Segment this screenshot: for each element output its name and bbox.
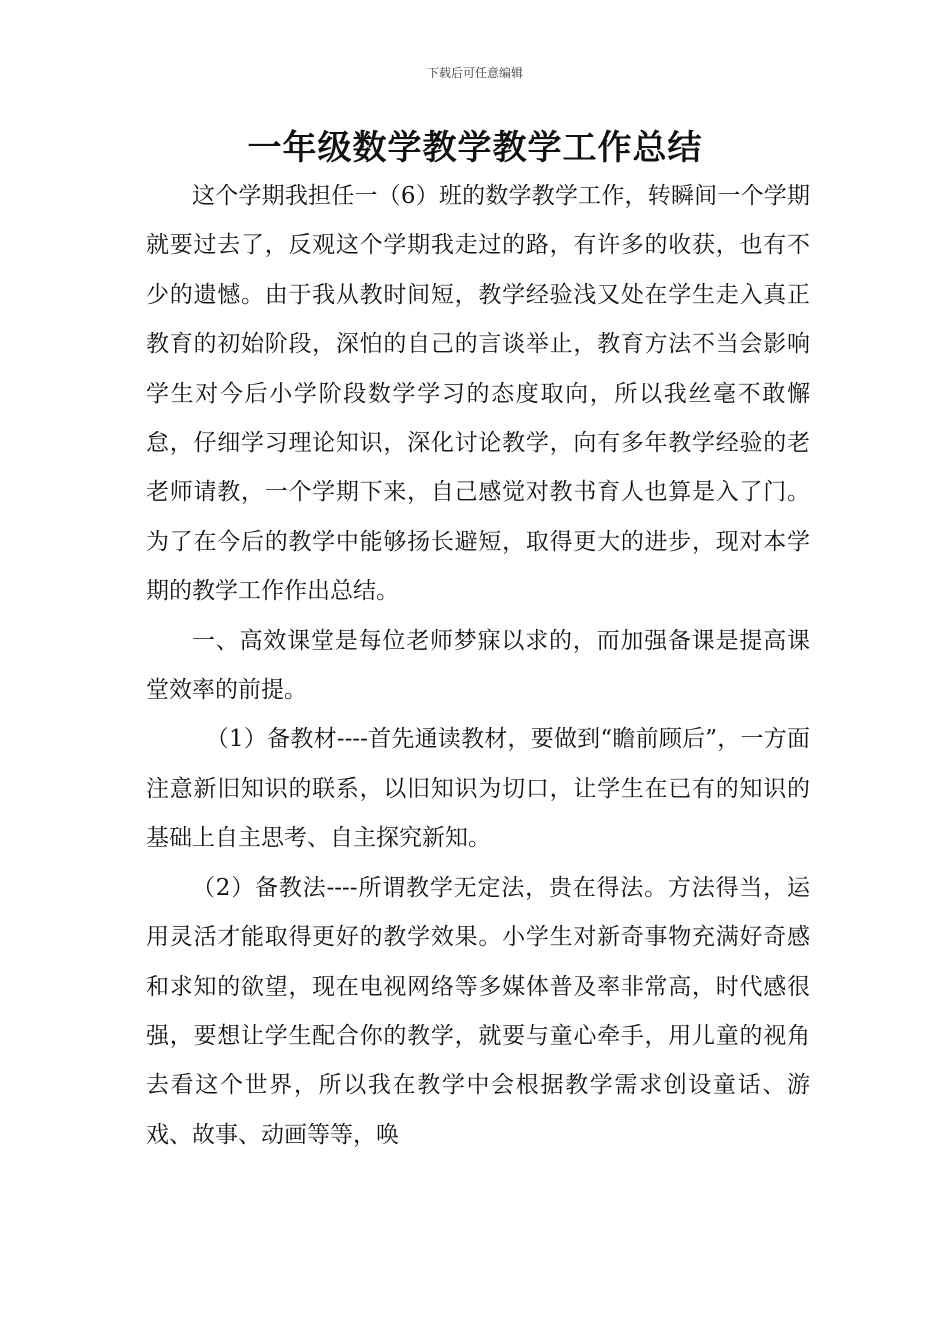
document-body	[146, 172, 810, 1160]
paragraph-intro: 这个学期我担任一（6）班的数学教学工作，转瞬间一个学期就要过去了，反观这个学期我走过的路，有许多的收获，也有不少的遗憾。由于我从教时间短，教学经验浅又处在学生走入真正教育的初始阶段，深怕的自己的言谈举止，教育方法不当会影响学生对今后小学阶段数学学习的态度取向，所以我丝毫不敢懈怠，仔细学习理论知识，深化讨论教学，向有多年教学经验的老老师请教，一个学期下来，自己感觉对教书育人也算是入了门。为了在今后的教学中能够扬长避短，取得更大的进步，现对本学期的教学工作作出总结。	[146, 183, 810, 605]
paragraph-prepare-materials: （1）备教材----首先通读教材，要做到“瞻前顾后”，一方面注意新旧知识的联系，以旧知识为切口，让学生在已有的知识的基础上自主思考、自主探究新知。	[146, 726, 810, 852]
header-note: 下载后可任意编辑	[426, 66, 523, 80]
paragraph-section-one: 一、高效课堂是每位老师梦寐以求的，而加强备课是提高课堂效率的前提。	[146, 627, 810, 704]
document-title: 一年级数学教学教学工作总结	[247, 128, 703, 168]
paragraph-prepare-methods: （2）备教法----所谓教学无定法，贵在得法。方法得当，运用灵活才能取得更好的教学效果。小学生对新奇事物充满好奇感和求知的欲望，现在电视网络等多媒体普及率非常高，时代感很强，要想让学生配合你的教学，就要与童心牵手，用儿童的视角去看这个世界，所以我在教学中会根据教学需求创设童话、游戏、故事、动画等等，唤	[146, 874, 810, 1148]
